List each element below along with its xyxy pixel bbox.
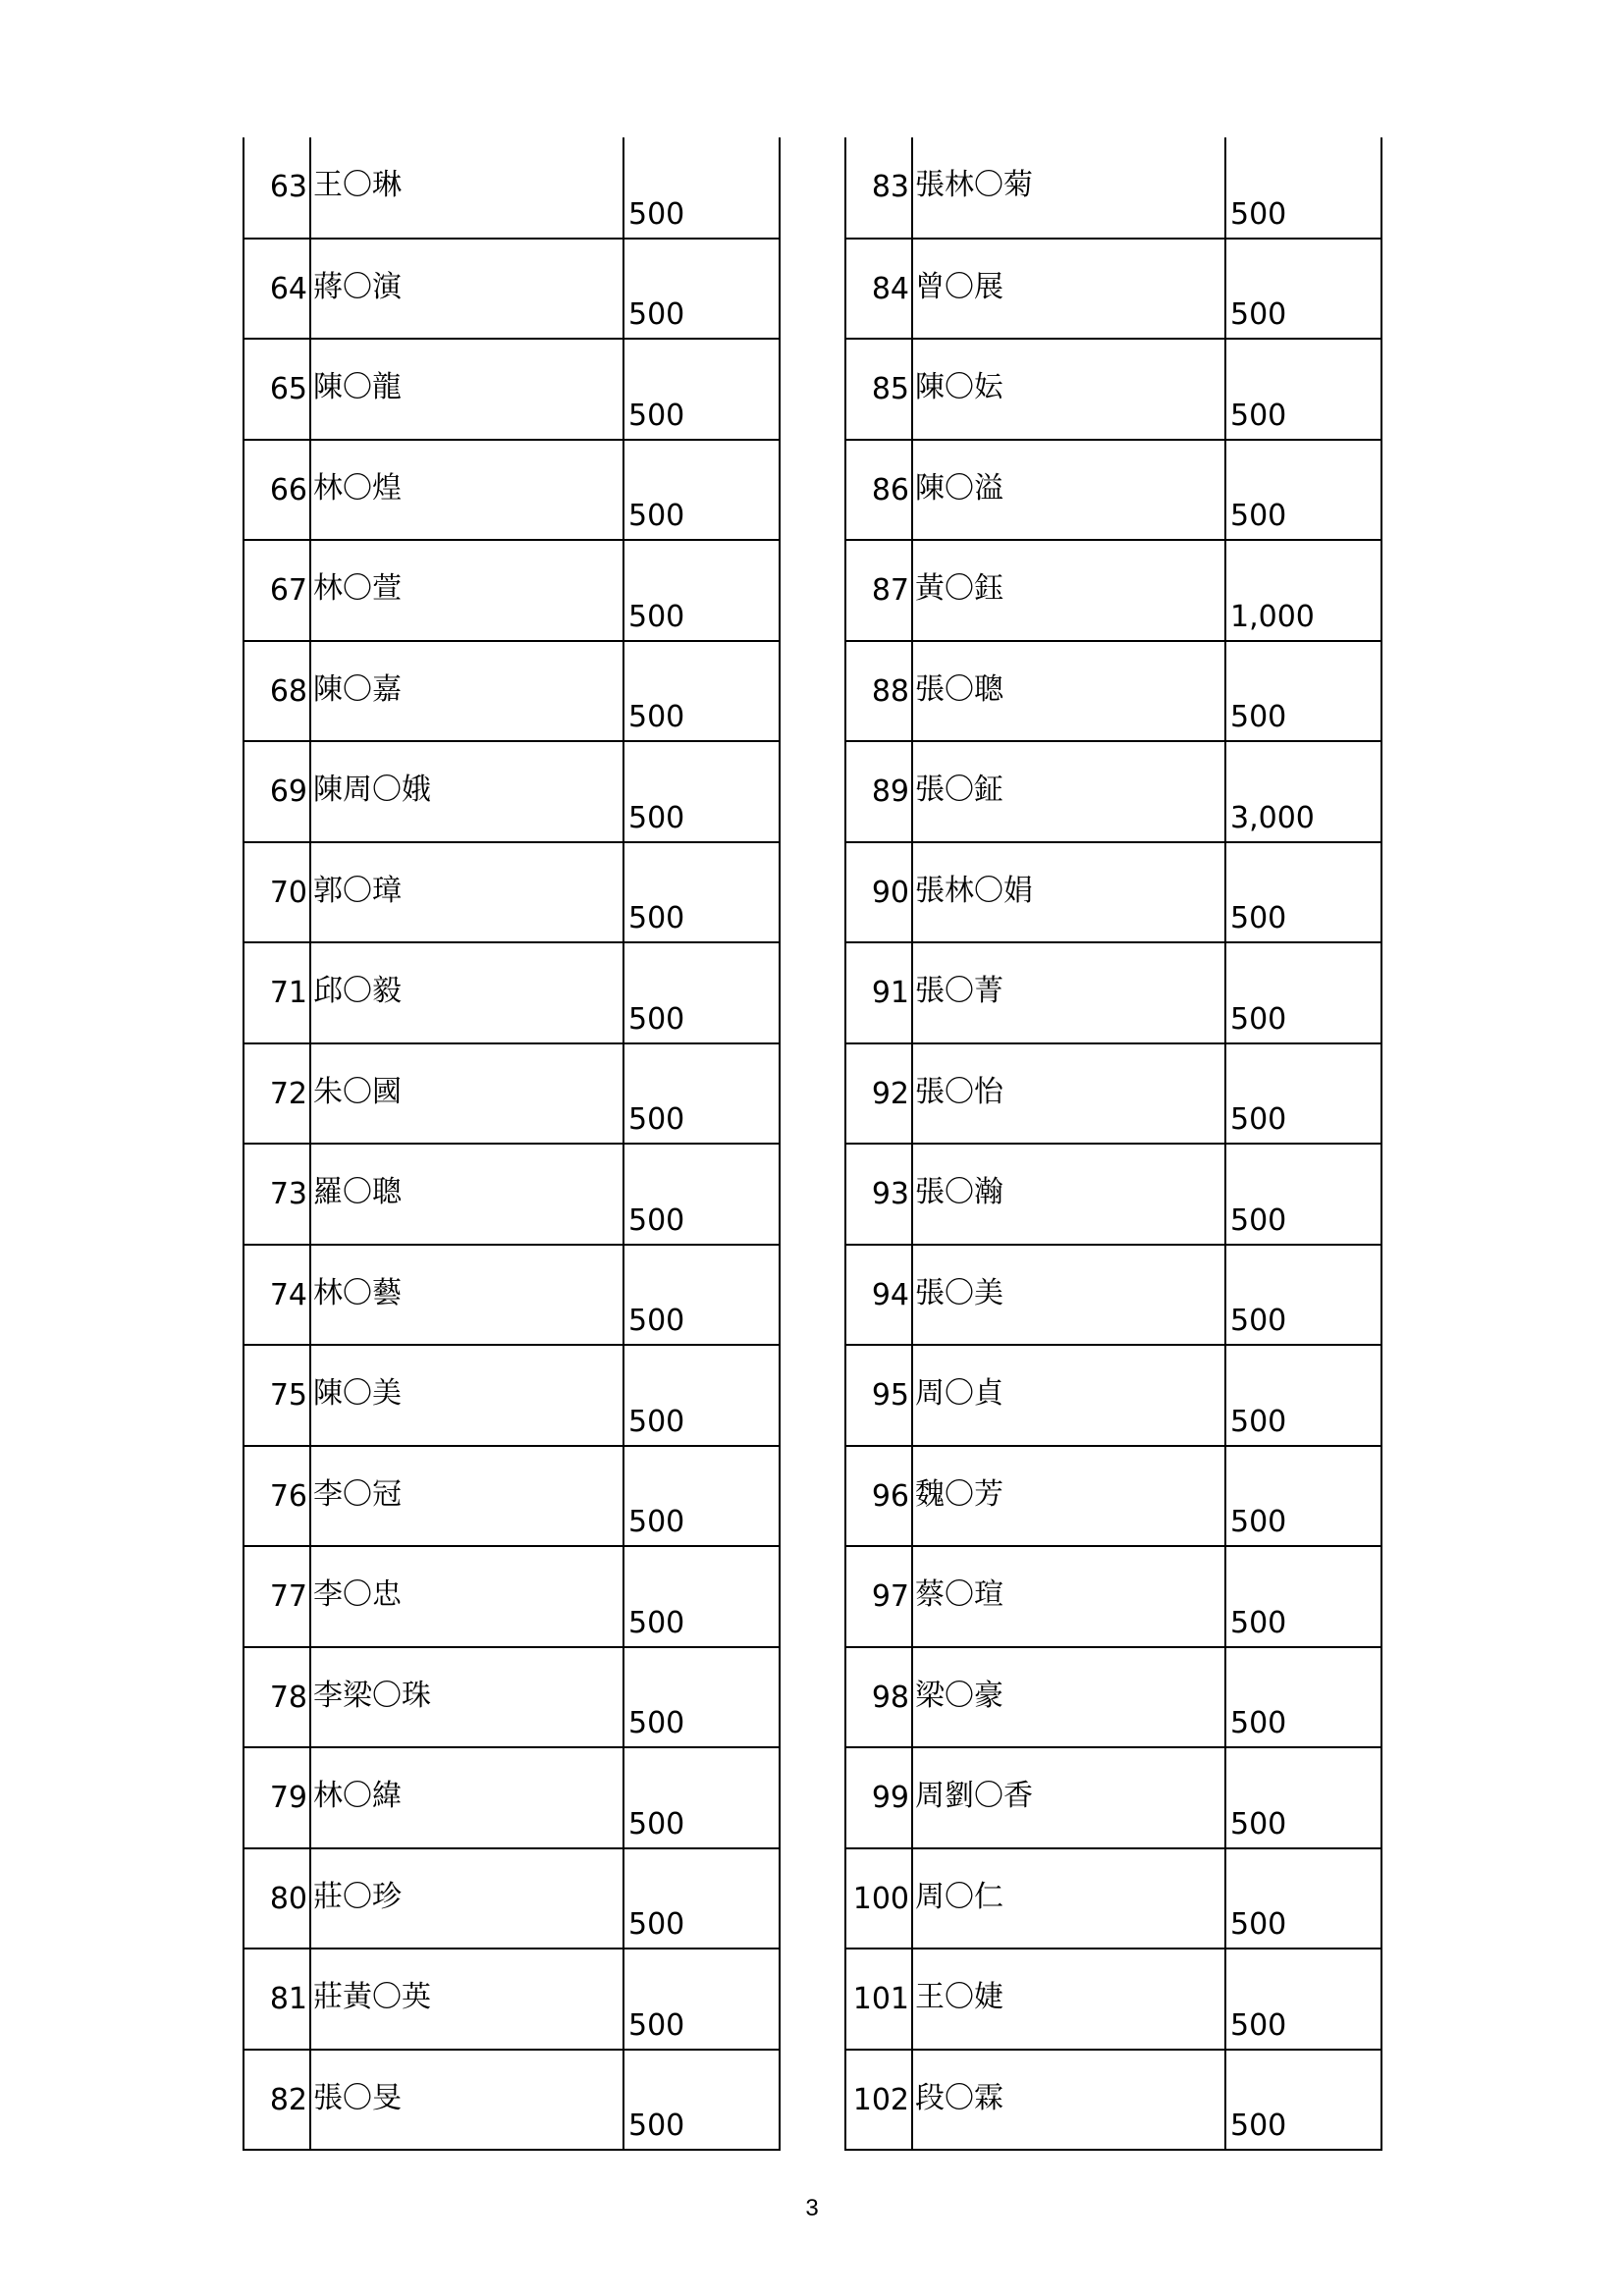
row-number-cell: 100: [845, 1848, 912, 1949]
donor-name-cell: 陳〇嘉: [310, 641, 623, 742]
table-row: [845, 1647, 1381, 1748]
row-number-cell: 75: [244, 1345, 310, 1446]
row-number-cell: 70: [244, 842, 310, 943]
donation-amount-cell: 500: [1225, 1747, 1381, 1848]
table-row: [244, 339, 780, 440]
table-row: [244, 540, 780, 641]
row-number-cell: 86: [845, 440, 912, 541]
table-row: [244, 1949, 780, 2050]
row-number-cell: 82: [244, 2050, 310, 2151]
donation-amount-cell: 500: [623, 239, 780, 340]
donor-name-cell: 梁〇豪: [912, 1647, 1225, 1748]
row-number-cell: 94: [845, 1245, 912, 1346]
donation-amount-cell: 500: [623, 1949, 780, 2050]
table-row: [845, 1546, 1381, 1647]
donor-name-cell: 魏〇芳: [912, 1446, 1225, 1547]
donor-name-cell: 郭〇璋: [310, 842, 623, 943]
donor-name-cell: 莊〇珍: [310, 1848, 623, 1949]
donor-name-cell: 張〇旻: [310, 2050, 623, 2151]
donor-name-cell: 林〇藝: [310, 1245, 623, 1346]
donor-name-cell: 張〇鉦: [912, 741, 1225, 842]
donation-amount-cell: 500: [623, 1747, 780, 1848]
donation-amount-cell: 500: [623, 741, 780, 842]
donor-name-cell: 黃〇鈺: [912, 540, 1225, 641]
table-row: [244, 239, 780, 340]
donation-amount-cell: 500: [623, 641, 780, 742]
donor-name-cell: 羅〇聰: [310, 1144, 623, 1245]
donor-name-cell: 張〇怡: [912, 1043, 1225, 1145]
donor-name-cell: 張林〇菊: [912, 137, 1225, 239]
donation-amount-cell: 500: [1225, 2050, 1381, 2151]
donation-amount-cell: 500: [623, 440, 780, 541]
table-row: [845, 1949, 1381, 2050]
row-number-cell: 89: [845, 741, 912, 842]
table-row: [845, 1144, 1381, 1245]
row-number-cell: 76: [244, 1446, 310, 1547]
table-row: [244, 1144, 780, 1245]
donation-amount-cell: 500: [1225, 1446, 1381, 1547]
donor-table-left: [243, 137, 781, 2151]
donation-amount-cell: 500: [623, 1043, 780, 1145]
row-number-cell: 63: [244, 137, 310, 239]
donor-name-cell: 蔣〇演: [310, 239, 623, 340]
donor-name-cell: 林〇緯: [310, 1747, 623, 1848]
donor-name-cell: 莊黃〇英: [310, 1949, 623, 2050]
donation-amount-cell: 500: [1225, 1144, 1381, 1245]
table-row: [845, 1345, 1381, 1446]
donation-amount-cell: 500: [1225, 1848, 1381, 1949]
row-number-cell: 90: [845, 842, 912, 943]
table-row: [244, 641, 780, 742]
table-row: [244, 842, 780, 943]
donation-amount-cell: 500: [623, 540, 780, 641]
table-row: [845, 641, 1381, 742]
row-number-cell: 64: [244, 239, 310, 340]
donation-amount-cell: 500: [1225, 1949, 1381, 2050]
row-number-cell: 71: [244, 942, 310, 1043]
donor-name-cell: 張〇瀚: [912, 1144, 1225, 1245]
donor-name-cell: 張〇聰: [912, 641, 1225, 742]
donor-name-cell: 段〇霖: [912, 2050, 1225, 2151]
table-row: [244, 137, 780, 239]
table-row: [845, 239, 1381, 340]
table-row: [845, 1043, 1381, 1145]
donation-amount-cell: 500: [623, 339, 780, 440]
donor-name-cell: 林〇萱: [310, 540, 623, 641]
page-number: 3: [805, 2195, 819, 2221]
donor-name-cell: 李〇忠: [310, 1546, 623, 1647]
donor-name-cell: 周〇貞: [912, 1345, 1225, 1446]
donation-amount-cell: 500: [1225, 1245, 1381, 1346]
row-number-cell: 80: [244, 1848, 310, 1949]
table-row: [845, 137, 1381, 239]
donation-amount-cell: 500: [623, 1446, 780, 1547]
row-number-cell: 81: [244, 1949, 310, 2050]
donor-name-cell: 李〇冠: [310, 1446, 623, 1547]
table-row: [244, 2050, 780, 2151]
table-row: [244, 942, 780, 1043]
row-number-cell: 95: [845, 1345, 912, 1446]
donation-amount-cell: 500: [1225, 137, 1381, 239]
donation-amount-cell: 1,000: [1225, 540, 1381, 641]
table-row: [244, 741, 780, 842]
donor-name-cell: 陳〇溢: [912, 440, 1225, 541]
donor-name-cell: 王〇琳: [310, 137, 623, 239]
donation-amount-cell: 500: [1225, 239, 1381, 340]
table-row: [845, 1245, 1381, 1346]
donation-amount-cell: 500: [623, 1345, 780, 1446]
row-number-cell: 88: [845, 641, 912, 742]
donation-amount-cell: 500: [1225, 641, 1381, 742]
row-number-cell: 85: [845, 339, 912, 440]
table-row: [244, 1647, 780, 1748]
donation-amount-cell: 500: [623, 1245, 780, 1346]
row-number-cell: 97: [845, 1546, 912, 1647]
donor-name-cell: 李梁〇珠: [310, 1647, 623, 1748]
table-row: [845, 440, 1381, 541]
donation-amount-cell: 500: [1225, 1546, 1381, 1647]
table-row: [845, 741, 1381, 842]
donor-name-cell: 周劉〇香: [912, 1747, 1225, 1848]
table-row: [845, 540, 1381, 641]
table-row: [845, 942, 1381, 1043]
row-number-cell: 67: [244, 540, 310, 641]
row-number-cell: 79: [244, 1747, 310, 1848]
donation-amount-cell: 500: [623, 1848, 780, 1949]
donation-amount-cell: 500: [1225, 1345, 1381, 1446]
row-number-cell: 78: [244, 1647, 310, 1748]
donation-amount-cell: 500: [1225, 1647, 1381, 1748]
table-row: [244, 1245, 780, 1346]
donor-name-cell: 王〇婕: [912, 1949, 1225, 2050]
donation-amount-cell: 500: [623, 2050, 780, 2151]
table-row: [845, 1747, 1381, 1848]
table-row: [845, 2050, 1381, 2151]
donor-name-cell: 陳周〇娥: [310, 741, 623, 842]
donation-amount-cell: 500: [623, 1546, 780, 1647]
row-number-cell: 98: [845, 1647, 912, 1748]
row-number-cell: 66: [244, 440, 310, 541]
table-row: [845, 339, 1381, 440]
donor-name-cell: 陳〇妘: [912, 339, 1225, 440]
donation-amount-cell: 500: [1225, 440, 1381, 541]
donation-amount-cell: 500: [623, 942, 780, 1043]
donor-name-cell: 張〇菁: [912, 942, 1225, 1043]
row-number-cell: 99: [845, 1747, 912, 1848]
row-number-cell: 65: [244, 339, 310, 440]
row-number-cell: 101: [845, 1949, 912, 2050]
donation-amount-cell: 500: [623, 1647, 780, 1748]
donor-name-cell: 周〇仁: [912, 1848, 1225, 1949]
donation-amount-cell: 500: [1225, 842, 1381, 943]
row-number-cell: 68: [244, 641, 310, 742]
table-row: [845, 1446, 1381, 1547]
row-number-cell: 72: [244, 1043, 310, 1145]
donation-amount-cell: 500: [1225, 1043, 1381, 1145]
table-row: [244, 1848, 780, 1949]
table-row: [244, 1446, 780, 1547]
donation-amount-cell: 500: [623, 842, 780, 943]
donor-name-cell: 蔡〇瑄: [912, 1546, 1225, 1647]
donor-name-cell: 朱〇國: [310, 1043, 623, 1145]
donation-amount-cell: 500: [623, 1144, 780, 1245]
table-row: [244, 1546, 780, 1647]
donation-amount-cell: 3,000: [1225, 741, 1381, 842]
row-number-cell: 77: [244, 1546, 310, 1647]
row-number-cell: 74: [244, 1245, 310, 1346]
donor-table-right: [844, 137, 1382, 2151]
donor-name-cell: 陳〇龍: [310, 339, 623, 440]
table-row: [244, 440, 780, 541]
donor-name-cell: 陳〇美: [310, 1345, 623, 1446]
row-number-cell: 73: [244, 1144, 310, 1245]
donation-amount-cell: 500: [1225, 339, 1381, 440]
row-number-cell: 87: [845, 540, 912, 641]
donor-name-cell: 林〇煌: [310, 440, 623, 541]
row-number-cell: 102: [845, 2050, 912, 2151]
table-row: [845, 842, 1381, 943]
row-number-cell: 84: [845, 239, 912, 340]
donation-amount-cell: 500: [1225, 942, 1381, 1043]
row-number-cell: 83: [845, 137, 912, 239]
table-row: [244, 1345, 780, 1446]
donor-name-cell: 邱〇毅: [310, 942, 623, 1043]
row-number-cell: 69: [244, 741, 310, 842]
row-number-cell: 96: [845, 1446, 912, 1547]
donor-name-cell: 張林〇娟: [912, 842, 1225, 943]
donor-name-cell: 張〇美: [912, 1245, 1225, 1346]
row-number-cell: 93: [845, 1144, 912, 1245]
table-row: [845, 1848, 1381, 1949]
table-row: [244, 1043, 780, 1145]
row-number-cell: 91: [845, 942, 912, 1043]
row-number-cell: 92: [845, 1043, 912, 1145]
donation-amount-cell: 500: [623, 137, 780, 239]
table-row: [244, 1747, 780, 1848]
donor-name-cell: 曾〇展: [912, 239, 1225, 340]
